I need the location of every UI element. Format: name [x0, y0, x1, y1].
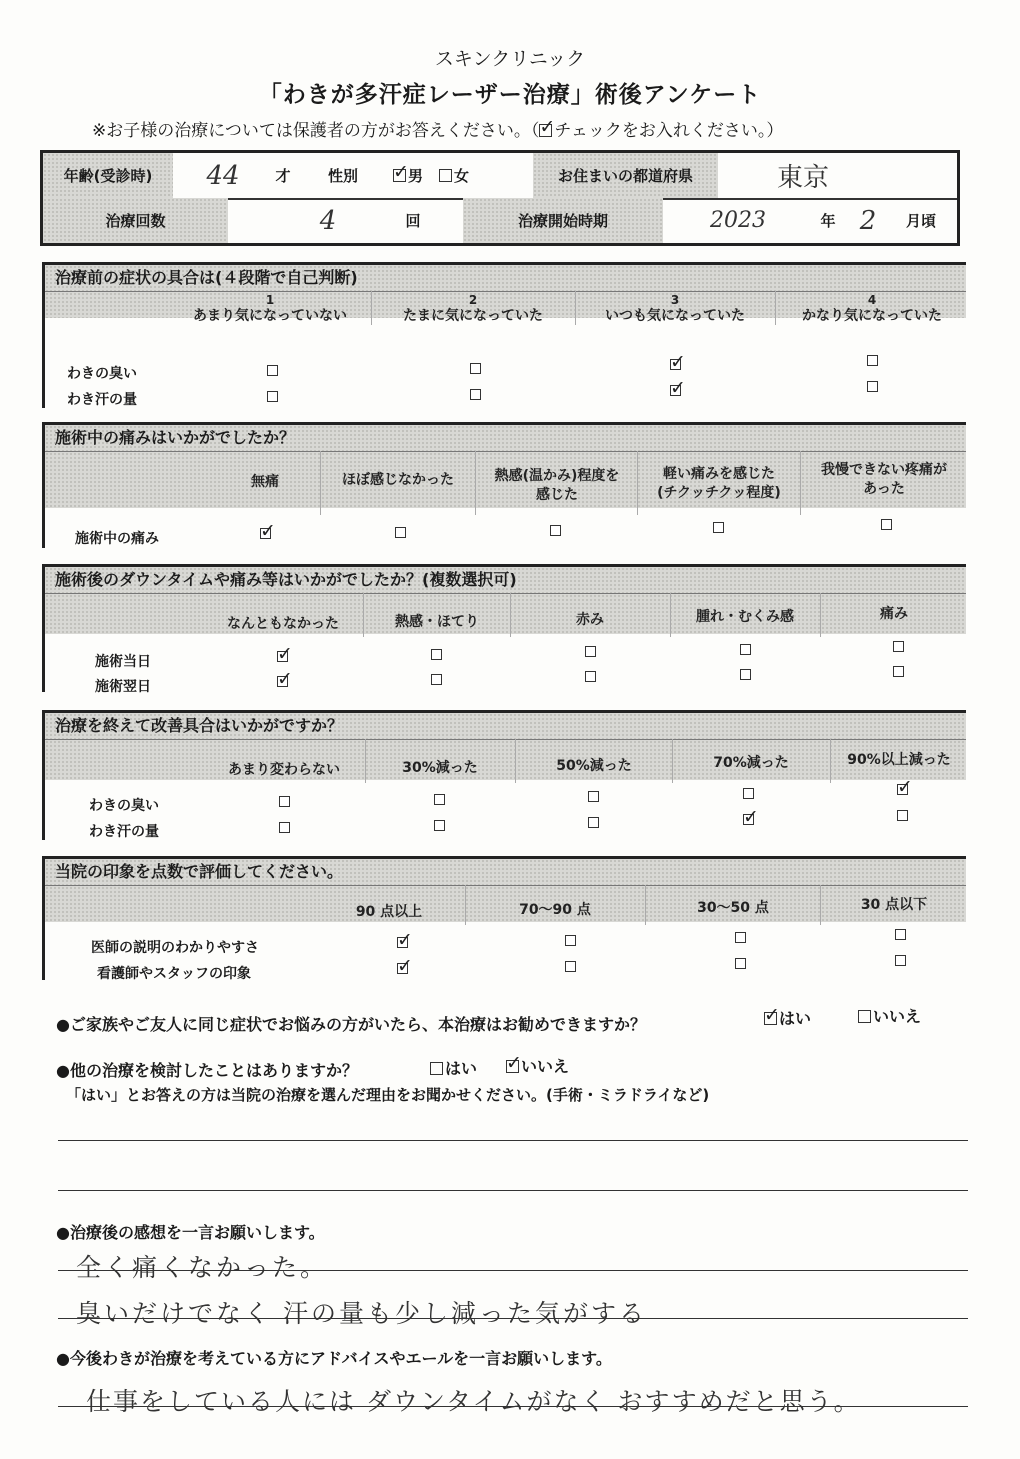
question-advice: ●今後わきが治療を考えている方にアドバイスやエールを一言お願いします。 [56, 1349, 612, 1368]
checkbox-checked[interactable] [277, 676, 288, 687]
sex-options [393, 153, 523, 198]
checkbox[interactable] [881, 519, 892, 530]
recommend-no [858, 1004, 921, 1027]
checkbox[interactable] [395, 527, 406, 538]
section-title: 施術後のダウンタイムや痛み等はいかがでしたか？(複数選択可) [45, 567, 966, 594]
clinic-name: スキンクリニック [434, 48, 586, 70]
checkbox[interactable] [267, 391, 278, 402]
col-header-2: 30%減った [402, 760, 478, 776]
col-header-5: 我慢できない疼痛が あった [821, 462, 947, 497]
treatment-count-value[interactable]: 4 [319, 205, 337, 236]
col-header-4: 腫れ・むくみ感 [696, 609, 794, 625]
col-separator [775, 291, 776, 325]
col-header-5: 痛み [880, 606, 908, 622]
recommend-yes [764, 1006, 811, 1029]
other-treatment-no-label: いいえ [521, 1057, 570, 1076]
male-label: 男 [408, 167, 424, 185]
checkbox[interactable] [735, 958, 746, 969]
recommend-no-checkbox[interactable] [858, 1010, 871, 1023]
section-title: 治療前の症状の具合は(４段階で自己判断) [45, 265, 966, 292]
checkbox[interactable] [434, 794, 445, 805]
col-header-1: 90 点以上 [355, 904, 423, 920]
section-pre-symptoms [42, 262, 966, 408]
checkbox[interactable] [867, 355, 878, 366]
section-title: 当院の印象を点数で評価してください。 [45, 859, 966, 886]
start-month-value[interactable]: 2 [859, 205, 877, 236]
other-treatment-yes [430, 1056, 477, 1079]
female-checkbox[interactable] [439, 169, 452, 182]
col-separator [670, 593, 671, 637]
checkbox[interactable] [743, 788, 754, 799]
age-label: 年齢(受診時) [43, 153, 173, 198]
survey-title: 「わきが多汗症レーザー治療」術後アンケート [258, 82, 762, 108]
col-separator [830, 739, 831, 783]
section-pain-during [42, 422, 966, 548]
year-unit: 年 [820, 212, 836, 230]
checkbox[interactable] [740, 669, 751, 680]
recommend-no-label: いいえ [873, 1007, 922, 1026]
checkbox[interactable] [470, 389, 481, 400]
answer-line[interactable] [58, 1190, 968, 1191]
col-header-4: 70%減った [713, 755, 789, 771]
checkbox[interactable] [434, 820, 445, 831]
section-clinic-impression [42, 856, 966, 980]
col-header-1: なんともなかった [227, 616, 339, 632]
start-period-label: 治療開始時期 [463, 198, 663, 243]
impression-answer-2[interactable]: 臭いだけでなく 汗の量も少し減った気がする [76, 1299, 647, 1328]
patient-info-table [40, 150, 960, 246]
level-label: いつも気になっていた [605, 308, 745, 324]
col-header-2: 熱感・ほてり [395, 614, 479, 630]
treatment-count-label: 治療回数 [43, 198, 228, 243]
question-other-treatment: ●他の治療を検討したことはありますか？ [56, 1061, 358, 1080]
checkbox[interactable] [897, 810, 908, 821]
age-value[interactable]: 44 [206, 160, 240, 191]
section-improvement [42, 710, 966, 840]
col-separator [363, 593, 364, 637]
level-number: 4 [867, 293, 877, 307]
checkbox[interactable] [585, 646, 596, 657]
other-treatment-yes-label: はい [445, 1059, 478, 1078]
treatment-count-unit: 回 [405, 212, 421, 230]
col-separator [672, 739, 673, 783]
checkbox[interactable] [585, 671, 596, 682]
checkbox[interactable] [431, 649, 442, 660]
answer-line [58, 1318, 968, 1319]
checkbox-checked[interactable] [670, 359, 681, 370]
other-treatment-no [506, 1054, 569, 1077]
col-separator [637, 451, 638, 515]
other-treatment-no-checkbox[interactable] [506, 1060, 519, 1073]
row-label-pain: 施術中の痛み [75, 531, 159, 547]
answer-line[interactable] [58, 1140, 968, 1141]
female-label: 女 [454, 167, 470, 185]
col-separator [365, 739, 366, 783]
male-checkbox[interactable] [393, 169, 406, 182]
question-impression: ●治療後の感想を一言お願いします。 [56, 1223, 325, 1242]
other-treatment-note: 「はい」とお答えの方は当院の治療を選んだ理由をお聞かせください。(手術・ミラドライなど) [66, 1086, 710, 1104]
question-recommend: ●ご家族やご友人に同じ症状でお悩みの方がいたら、本治療はお勧めできますか？ [56, 1015, 646, 1034]
checkbox[interactable] [735, 932, 746, 943]
col-header-4 [777, 293, 967, 326]
col-header-1 [170, 293, 370, 326]
checkbox-checked[interactable] [897, 784, 908, 795]
level-label: あまり気になっていない [193, 308, 347, 324]
checkbox[interactable] [893, 666, 904, 677]
row-label-next-day: 施術翌日 [95, 679, 151, 695]
sex-label: 性別 [327, 167, 358, 185]
advice-answer[interactable]: 仕事をしている人には ダウンタイムがなく おすすめだと思う。 [86, 1387, 861, 1416]
checkbox[interactable] [565, 935, 576, 946]
col-separator [515, 739, 516, 783]
checkbox-checked[interactable] [397, 963, 408, 974]
col-header-3 [577, 293, 773, 326]
level-number: 3 [670, 293, 680, 307]
col-separator [475, 451, 476, 515]
col-separator [465, 885, 466, 925]
checkbox[interactable] [895, 955, 906, 966]
col-separator [645, 885, 646, 925]
answer-line [58, 1270, 968, 1271]
col-separator [510, 593, 511, 637]
col-header-3: 50%減った [556, 758, 632, 774]
checkbox-checked[interactable] [670, 385, 681, 396]
month-unit: 月頃 [905, 212, 936, 230]
section-title: 施術中の痛みはいかがでしたか？ [45, 425, 966, 452]
row-label-odor: わきの臭い [67, 366, 137, 382]
checkbox-checked[interactable] [743, 814, 754, 825]
checkbox[interactable] [588, 791, 599, 802]
level-label: たまに気になっていた [403, 308, 543, 324]
checkbox[interactable] [867, 381, 878, 392]
row-label-sweat: わき汗の量 [67, 392, 137, 408]
col-separator [800, 451, 801, 515]
checkbox[interactable] [550, 525, 561, 536]
row-label-same-day: 施術当日 [95, 654, 151, 670]
col-header-3: 熱感(温かみ)程度を 感じた [494, 468, 620, 503]
col-separator [820, 885, 821, 925]
checkbox[interactable] [431, 674, 442, 685]
level-number: 2 [468, 293, 478, 307]
level-number: 1 [265, 293, 275, 307]
col-separator [820, 593, 821, 637]
checkbox[interactable] [713, 522, 724, 533]
col-separator [320, 451, 321, 515]
checkbox-checked[interactable] [277, 651, 288, 662]
survey-note-post: チェックをお入れください。） [554, 121, 784, 141]
checkbox[interactable] [895, 929, 906, 940]
row-label-odor: わきの臭い [89, 798, 159, 814]
recommend-yes-label: はい [779, 1009, 812, 1028]
check-example-icon [539, 124, 552, 137]
level-label: かなり気になっていた [802, 308, 942, 324]
checkbox[interactable] [267, 365, 278, 376]
row-label-sweat: わき汗の量 [89, 824, 159, 840]
checkbox[interactable] [565, 961, 576, 972]
other-treatment-yes-checkbox[interactable] [430, 1062, 443, 1075]
col-header-2 [373, 293, 573, 326]
checkbox[interactable] [470, 363, 481, 374]
survey-note-pre: ※お子様の治療については保護者の方がお答えください。（ [92, 121, 540, 141]
checkbox-checked[interactable] [260, 528, 271, 539]
start-year-value[interactable]: 2023 [710, 208, 766, 233]
recommend-yes-checkbox[interactable] [764, 1012, 777, 1025]
checkbox-checked[interactable] [397, 937, 408, 948]
section-title: 治療を終えて改善具合はいかがですか？ [45, 713, 966, 740]
col-header-1: あまり変わらない [228, 762, 340, 778]
checkbox[interactable] [279, 822, 290, 833]
col-header-5: 90%以上減った [847, 752, 951, 768]
col-header-4: 軽い痛みを感じた (チクッチクッ程度) [657, 466, 781, 501]
checkbox[interactable] [740, 644, 751, 655]
row-label-doctor: 医師の説明のわかりやすさ [91, 940, 259, 956]
col-header-3: 30～50 点 [697, 900, 769, 916]
col-separator [371, 291, 372, 325]
checkbox[interactable] [279, 796, 290, 807]
col-separator [575, 291, 576, 325]
col-header-2: ほぼ感じなかった [342, 472, 454, 488]
checkbox[interactable] [893, 641, 904, 652]
age-unit: 才 [275, 167, 291, 185]
col-header-1: 無痛 [251, 474, 279, 490]
section-downtime [42, 564, 966, 695]
col-header-2: 70～90 点 [519, 902, 591, 918]
col-header-4: 30 点以下 [860, 897, 928, 913]
impression-answer-1[interactable]: 全く痛くなかった。 [76, 1253, 329, 1282]
answer-line [58, 1406, 968, 1407]
checkbox[interactable] [588, 817, 599, 828]
col-header-3: 赤み [576, 612, 604, 628]
row-label-staff: 看護師やスタッフの印象 [97, 966, 251, 982]
survey-note [92, 116, 783, 141]
prefecture-value[interactable]: 東京 [776, 163, 829, 193]
prefecture-label: お住まいの都道府県 [533, 153, 718, 198]
